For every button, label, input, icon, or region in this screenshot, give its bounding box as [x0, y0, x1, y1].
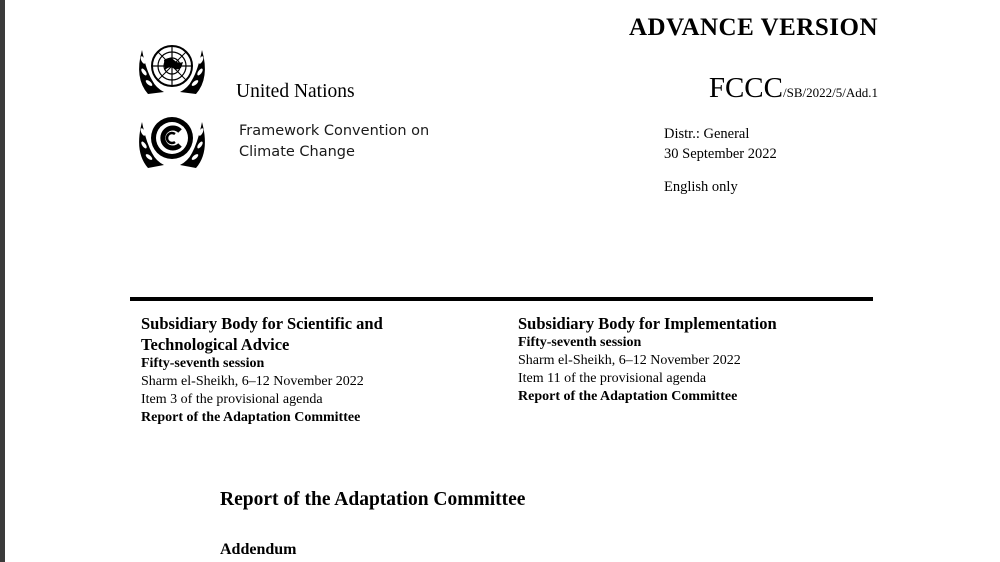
- right-agenda-title: Report of the Adaptation Committee: [518, 389, 738, 404]
- symbol-main: FCCC: [708, 72, 783, 104]
- report-title: Report of the Adaptation Committee: [220, 489, 526, 510]
- left-agenda-title: Report of the Adaptation Committee: [141, 410, 361, 425]
- document-symbol: [560, 72, 878, 105]
- right-column-sbi: [518, 313, 858, 406]
- convention-name-line2: Climate Change: [239, 144, 355, 160]
- advance-version-label: ADVANCE VERSION: [629, 14, 878, 41]
- unfccc-emblem-icon: [131, 108, 213, 176]
- right-agenda-item: Item 11 of the provisional agenda: [518, 371, 707, 386]
- left-location: Sharm el-Sheikh, 6–12 November 2022: [141, 374, 364, 389]
- distribution-status: Distr.: General: [664, 126, 750, 142]
- left-column-sbsta: [141, 313, 441, 427]
- document-language: English only: [664, 179, 738, 195]
- report-subtitle: Addendum: [220, 541, 297, 558]
- left-agenda-item: Item 3 of the provisional agenda: [141, 392, 323, 407]
- left-body-line2: Technological Advice: [141, 335, 290, 354]
- header-divider: [130, 297, 873, 301]
- organization-name: United Nations: [236, 81, 355, 102]
- left-session: Fifty-seventh session: [141, 356, 265, 371]
- un-emblem-icon: [131, 36, 213, 104]
- convention-name: [239, 121, 429, 163]
- right-session: Fifty-seventh session: [518, 335, 642, 350]
- convention-name-line1: Framework Convention on: [239, 123, 430, 139]
- distribution-block: [664, 124, 777, 164]
- right-location: Sharm el-Sheikh, 6–12 November 2022: [518, 353, 741, 368]
- right-body: Subsidiary Body for Implementation: [518, 314, 777, 333]
- left-body-line1: Subsidiary Body for Scientific and: [141, 314, 383, 333]
- symbol-suffix: /SB/2022/5/Add.1: [783, 85, 878, 100]
- document-date: 30 September 2022: [664, 146, 777, 162]
- page-left-border: [0, 0, 5, 562]
